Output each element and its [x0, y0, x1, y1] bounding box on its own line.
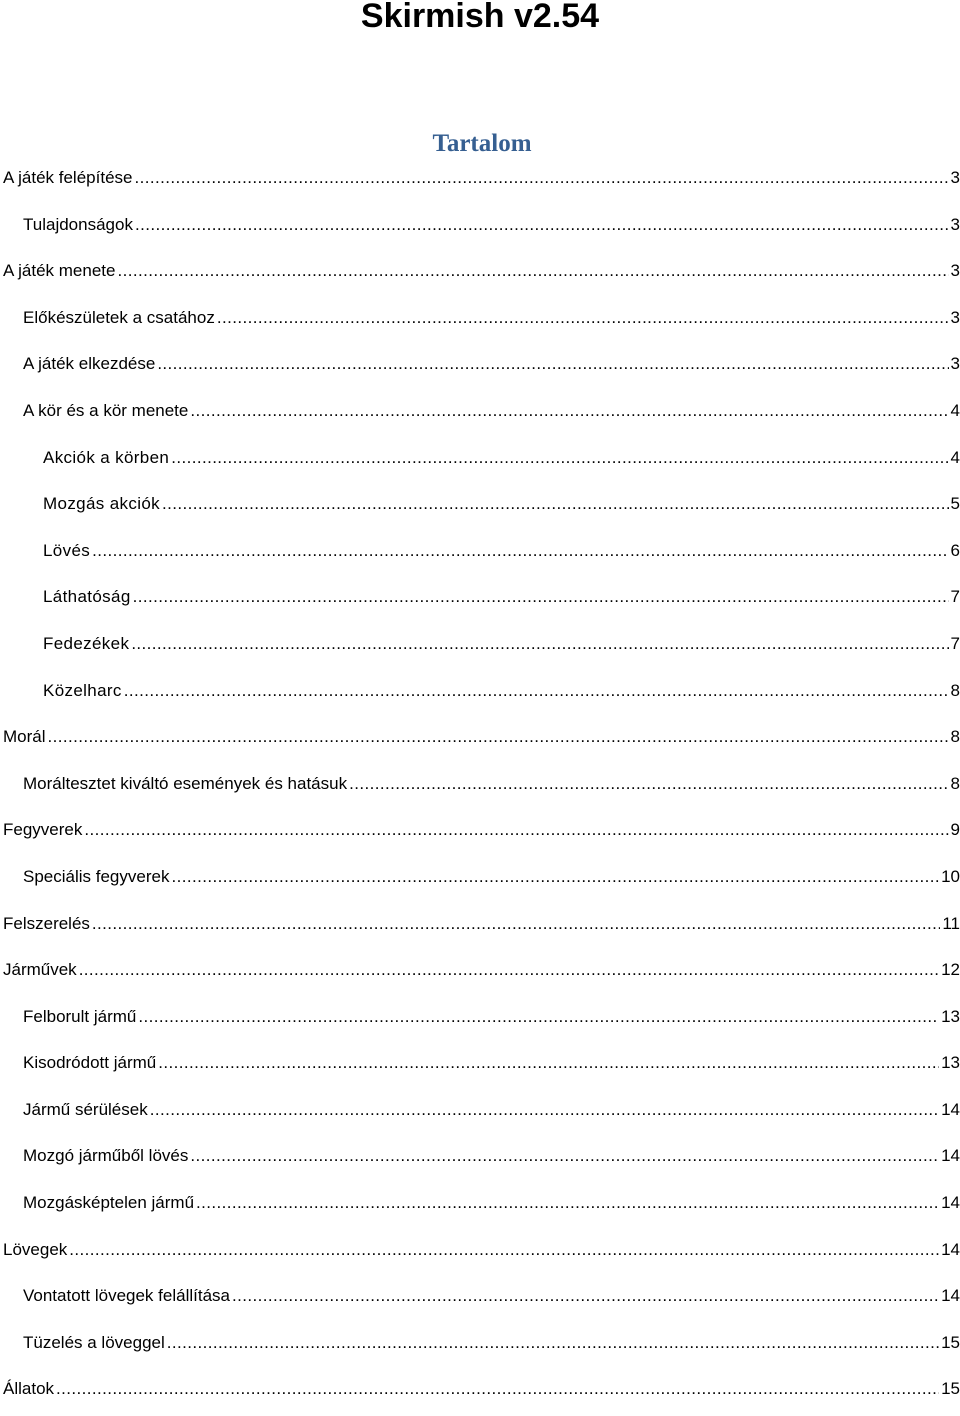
toc-page-number: 11 [942, 913, 960, 933]
toc-entry-title: Felszerelés [3, 913, 90, 933]
toc-entry[interactable] [0, 810, 960, 857]
toc-dot-leader [92, 531, 948, 571]
toc-page-number: 15 [941, 1332, 960, 1352]
toc-dot-leader [134, 158, 948, 198]
toc-page-number: 3 [950, 261, 960, 281]
toc-entry-title: Vontatott lövegek felállítása [23, 1286, 230, 1306]
toc-entry-title: Tulajdonságok [23, 214, 133, 234]
toc-page-number: 14 [941, 1193, 960, 1213]
toc-page-number: 3 [950, 214, 960, 234]
toc-entry-title: Moráltesztet kiváltó események és hatásuk [23, 773, 348, 793]
toc-page-number: 14 [941, 1239, 960, 1259]
toc-dot-leader [171, 438, 948, 478]
toc-entry-title: Láthatóság [43, 587, 131, 607]
toc-entry-title: Lövegek [3, 1239, 68, 1259]
table-of-contents [0, 158, 960, 1416]
toc-entry[interactable] [0, 344, 960, 391]
toc-page-number: 10 [941, 866, 960, 886]
toc-dot-leader [190, 391, 948, 431]
toc-entry[interactable] [0, 1136, 960, 1183]
toc-page-number: 6 [950, 540, 960, 560]
toc-page-number: 14 [941, 1099, 960, 1119]
toc-entry-title: Közelharc [43, 680, 122, 700]
toc-entry[interactable] [0, 391, 960, 438]
document-title: Skirmish v2.54 [360, 0, 600, 35]
toc-dot-leader [167, 1323, 939, 1363]
toc-entry[interactable] [0, 1043, 960, 1090]
toc-dot-leader [190, 1136, 939, 1176]
toc-entry-title: Tüzelés a löveggel [23, 1332, 165, 1352]
toc-page-number: 7 [950, 587, 960, 607]
toc-dot-leader [133, 577, 949, 617]
toc-page-number: 3 [950, 307, 960, 327]
toc-entry-title: Speciális fegyverek [23, 866, 170, 886]
toc-entry-title: Mozgás akciók [43, 494, 160, 514]
toc-entry[interactable] [0, 1276, 960, 1323]
toc-entry[interactable] [0, 1230, 960, 1277]
toc-entry[interactable] [0, 624, 960, 671]
toc-entry[interactable] [0, 298, 960, 345]
toc-page-number: 13 [941, 1053, 960, 1073]
toc-dot-leader [79, 950, 939, 990]
toc-dot-leader [232, 1276, 939, 1316]
toc-page-number: 5 [950, 494, 960, 514]
toc-dot-leader [158, 1043, 939, 1083]
toc-entry-title: Jármű sérülések [23, 1099, 148, 1119]
toc-entry-title: Kisodródott jármű [23, 1053, 157, 1073]
toc-page-number: 4 [950, 400, 960, 420]
toc-entry[interactable] [0, 1369, 960, 1416]
toc-page-number: 12 [941, 960, 960, 980]
toc-dot-leader [196, 1183, 939, 1223]
toc-entry[interactable] [0, 1183, 960, 1230]
toc-page-number: 13 [941, 1006, 960, 1026]
toc-entry[interactable] [0, 1090, 960, 1137]
toc-page-number: 3 [950, 354, 960, 374]
toc-dot-leader [117, 251, 948, 291]
toc-page-number: 3 [950, 168, 960, 187]
toc-dot-leader [135, 205, 949, 245]
toc-dot-leader [48, 717, 949, 757]
toc-page-number: 8 [950, 773, 960, 793]
toc-entry[interactable] [0, 205, 960, 252]
toc-entry-title: Fedezékek [43, 633, 130, 653]
toc-dot-leader [124, 671, 949, 711]
toc-dot-leader [217, 298, 949, 338]
toc-dot-leader [157, 344, 948, 384]
toc-entry[interactable] [0, 484, 960, 531]
toc-entry[interactable] [0, 764, 960, 811]
toc-entry-title: Fegyverek [3, 820, 83, 840]
toc-dot-leader [138, 997, 939, 1037]
toc-entry-title: Mozgó járműből lövés [23, 1146, 189, 1166]
toc-entry[interactable] [0, 1323, 960, 1370]
toc-entry[interactable] [0, 531, 960, 578]
toc-entry-title: Akciók a körben [43, 447, 170, 467]
toc-entry[interactable] [0, 438, 960, 485]
toc-entry[interactable] [0, 671, 960, 718]
toc-dot-leader [171, 857, 939, 897]
toc-page-number: 9 [950, 820, 960, 840]
toc-heading: Tartalom [432, 130, 532, 157]
toc-page-number: 4 [950, 447, 960, 467]
toc-dot-leader [162, 484, 949, 524]
toc-entry[interactable] [0, 577, 960, 624]
toc-dot-leader [131, 624, 948, 664]
toc-dot-leader [84, 810, 948, 850]
toc-entry-title: Morál [3, 727, 46, 747]
toc-entry[interactable] [0, 717, 960, 764]
toc-dot-leader [349, 764, 948, 804]
toc-entry[interactable] [0, 857, 960, 904]
toc-page-number: 8 [950, 727, 960, 747]
toc-page-number: 14 [941, 1286, 960, 1306]
toc-entry-title: A játék felépítése [3, 168, 133, 187]
toc-entry[interactable] [0, 904, 960, 951]
toc-dot-leader [92, 904, 940, 944]
toc-page-number: 14 [941, 1146, 960, 1166]
toc-entry-title: Felborult jármű [23, 1006, 137, 1026]
toc-page-number: 15 [941, 1379, 960, 1399]
toc-entry-title: Járművek [3, 960, 77, 980]
toc-dot-leader [56, 1369, 939, 1409]
toc-entry-title: A játék elkezdése [23, 354, 156, 374]
toc-entry[interactable] [0, 158, 960, 205]
toc-dot-leader [69, 1230, 939, 1270]
toc-page-number: 7 [950, 633, 960, 653]
toc-entry-title: Lövés [43, 540, 91, 560]
toc-entry[interactable] [0, 950, 960, 997]
toc-entry[interactable] [0, 251, 960, 298]
toc-page-number: 8 [950, 680, 960, 700]
toc-dot-leader [150, 1090, 939, 1130]
toc-entry-title: A játék menete [3, 261, 116, 281]
toc-entry-title: Mozgásképtelen jármű [23, 1193, 195, 1213]
toc-entry-title: A kör és a kör menete [23, 400, 189, 420]
toc-entry[interactable] [0, 997, 960, 1044]
toc-entry-title: Előkészületek a csatához [23, 307, 215, 327]
toc-entry-title: Állatok [3, 1379, 55, 1399]
